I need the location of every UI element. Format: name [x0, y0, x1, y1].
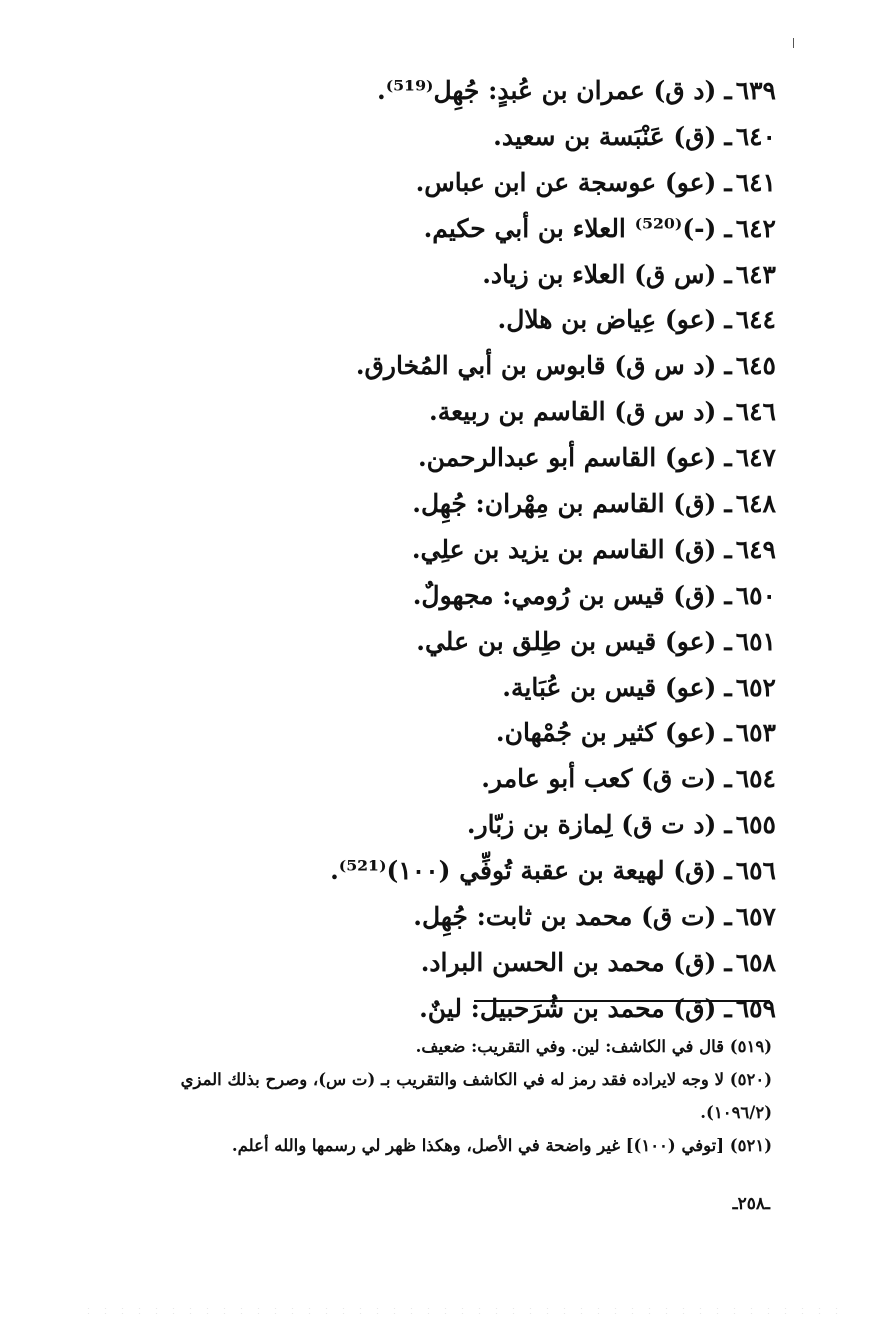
entry-separator: ـ: [724, 259, 732, 289]
entry-separator: ـ: [724, 397, 732, 427]
entry-text: (ت ق) محمد بن ثابت: جُهِل.: [413, 902, 717, 932]
entry-separator: ـ: [724, 167, 732, 197]
entry-number: ٦٥٩: [735, 993, 776, 1023]
entry-text: (عو) القاسم أبو عبدالرحمن.: [417, 443, 717, 473]
entry-651: [76, 619, 776, 665]
entry-separator: ـ: [724, 902, 732, 932]
entry-text: (عو) قيس بن عُبَاية.: [502, 672, 717, 702]
entry-number: ٦٣٩: [735, 76, 776, 105]
entry-text: (د ت ق) لِمازة بن زبّار.: [466, 810, 717, 840]
entry-642: [76, 206, 776, 252]
entry-text: (ق) محمد بن شُرَحبيل: لينٌ.: [419, 993, 717, 1023]
entry-text: (ق) محمد بن الحسن البراد.: [420, 947, 717, 977]
entry-separator: ـ: [724, 993, 732, 1023]
page-number: ـ٢٥٨ـ: [732, 1194, 770, 1214]
entry-652: [76, 665, 776, 711]
entry-number: ٦٤٢: [735, 213, 776, 243]
entry-number: ٦٥٦: [735, 856, 776, 886]
entry-655: [76, 802, 776, 848]
entry-number: ٦٤٤: [735, 305, 776, 335]
entry-separator: ـ: [724, 856, 732, 886]
footnote-520: (٥٢٠) لا وجه لايراده فقد رمز له في الكاشف والتقريب بـ (ت س)، وصرح بذلك المزي: [180, 1070, 772, 1089]
entry-text: (عو) عِياض بن هلال.: [497, 305, 717, 335]
entry-659: [76, 986, 776, 1032]
entry-separator: ـ: [724, 580, 732, 610]
footnote-divider: [474, 1000, 770, 1002]
entry-text: (عو) كثير بن جُمْهان.: [495, 718, 717, 748]
scan-edge-mark: [793, 38, 794, 48]
entry-number: ٦٤٧: [735, 443, 776, 473]
entry-text: (ت ق) كعب أبو عامر.: [481, 764, 717, 794]
scan-noise: [80, 1306, 840, 1314]
footnote-520-continuation: (١٠٩٦/٢).: [700, 1103, 772, 1122]
entry-number: ٦٥٣: [735, 718, 776, 748]
entry-number: ٦٥١: [735, 626, 776, 656]
narrator-list: [76, 68, 776, 1032]
entry-653: [76, 710, 776, 756]
entry-separator: ـ: [724, 121, 732, 151]
entry-647: [76, 435, 776, 481]
entry-646: [76, 389, 776, 435]
entry-separator: ـ: [724, 947, 732, 977]
entry-654: [76, 756, 776, 802]
entry-number: ٦٤٨: [735, 489, 776, 519]
entry-separator: ـ: [724, 626, 732, 656]
entry-separator: ـ: [724, 764, 732, 794]
entry-650: [76, 573, 776, 619]
entry-text: (د س ق) قابوس بن أبي المُخارق.: [355, 351, 717, 381]
entry-text: (د س ق) القاسم بن ربيعة.: [429, 397, 717, 427]
entry-separator: ـ: [724, 213, 732, 243]
entry-text: (ق) القاسم بن يزيد بن علِي.: [411, 534, 717, 564]
entry-number: ٦٥٧: [735, 902, 776, 932]
entry-text: (ق) لهيعة بن عقبة تُوفِّي (١٠٠)⁽⁵²¹⁾.: [330, 856, 717, 886]
entry-number: ٦٥٨: [735, 947, 776, 977]
entry-648: [76, 481, 776, 527]
entry-number: ٦٤٥: [735, 351, 776, 381]
entry-number: ٦٥٤: [735, 764, 776, 794]
entry-text: (ق) القاسم بن مِهْران: جُهِل.: [412, 489, 717, 519]
entry-number: ٦٤٦: [735, 397, 776, 427]
entry-644: [76, 297, 776, 343]
entry-separator: ـ: [724, 76, 732, 105]
entry-639: [76, 68, 776, 114]
entry-separator: ـ: [724, 305, 732, 335]
entry-number: ٦٤٣: [735, 259, 776, 289]
entry-645: [76, 343, 776, 389]
entry-text: (عو) قيس بن طِلق بن علي.: [416, 626, 717, 656]
entry-separator: ـ: [724, 534, 732, 564]
entry-text: (-)⁽⁵²⁰⁾ العلاء بن أبي حكيم.: [423, 213, 717, 243]
entry-656: [76, 848, 776, 894]
entry-643: [76, 252, 776, 298]
entry-text: (س ق) العلاء بن زياد.: [482, 259, 717, 289]
entry-text: (عو) عوسجة عن ابن عباس.: [415, 167, 717, 197]
entry-649: [76, 527, 776, 573]
entry-number: ٦٤١: [735, 167, 776, 197]
entry-657: [76, 894, 776, 940]
footnote-519: (٥١٩) قال في الكاشف: لين. وفي التقريب: ضعيف.: [415, 1037, 772, 1056]
entry-658: [76, 940, 776, 986]
entry-number: ٦٥٥: [735, 810, 776, 840]
entry-separator: ـ: [724, 443, 732, 473]
entry-text: (ق) قيس بن رُومي: مجهولٌ.: [412, 580, 717, 610]
entry-number: ٦٥٠: [735, 580, 776, 610]
footnote-521: (٥٢١) [توفي (١٠٠)] غير واضحة في الأصل، وهكذا ظهر لي رسمها والله أعلم.: [231, 1136, 772, 1155]
entry-number: ٦٤٠: [735, 121, 776, 151]
entry-separator: ـ: [724, 672, 732, 702]
entry-separator: ـ: [724, 351, 732, 381]
entry-text: (ق) عَنْبَسة بن سعيد.: [493, 121, 717, 151]
footnotes: [72, 1030, 772, 1162]
entry-separator: ـ: [724, 718, 732, 748]
entry-641: [76, 160, 776, 206]
entry-number: ٦٤٩: [735, 534, 776, 564]
entry-640: [76, 114, 776, 160]
entry-text: (د ق) عمران بن عُبدٍ: جُهِل⁽⁵¹⁹⁾.: [377, 76, 717, 105]
entry-number: ٦٥٢: [735, 672, 776, 702]
entry-separator: ـ: [724, 489, 732, 519]
entry-separator: ـ: [724, 810, 732, 840]
